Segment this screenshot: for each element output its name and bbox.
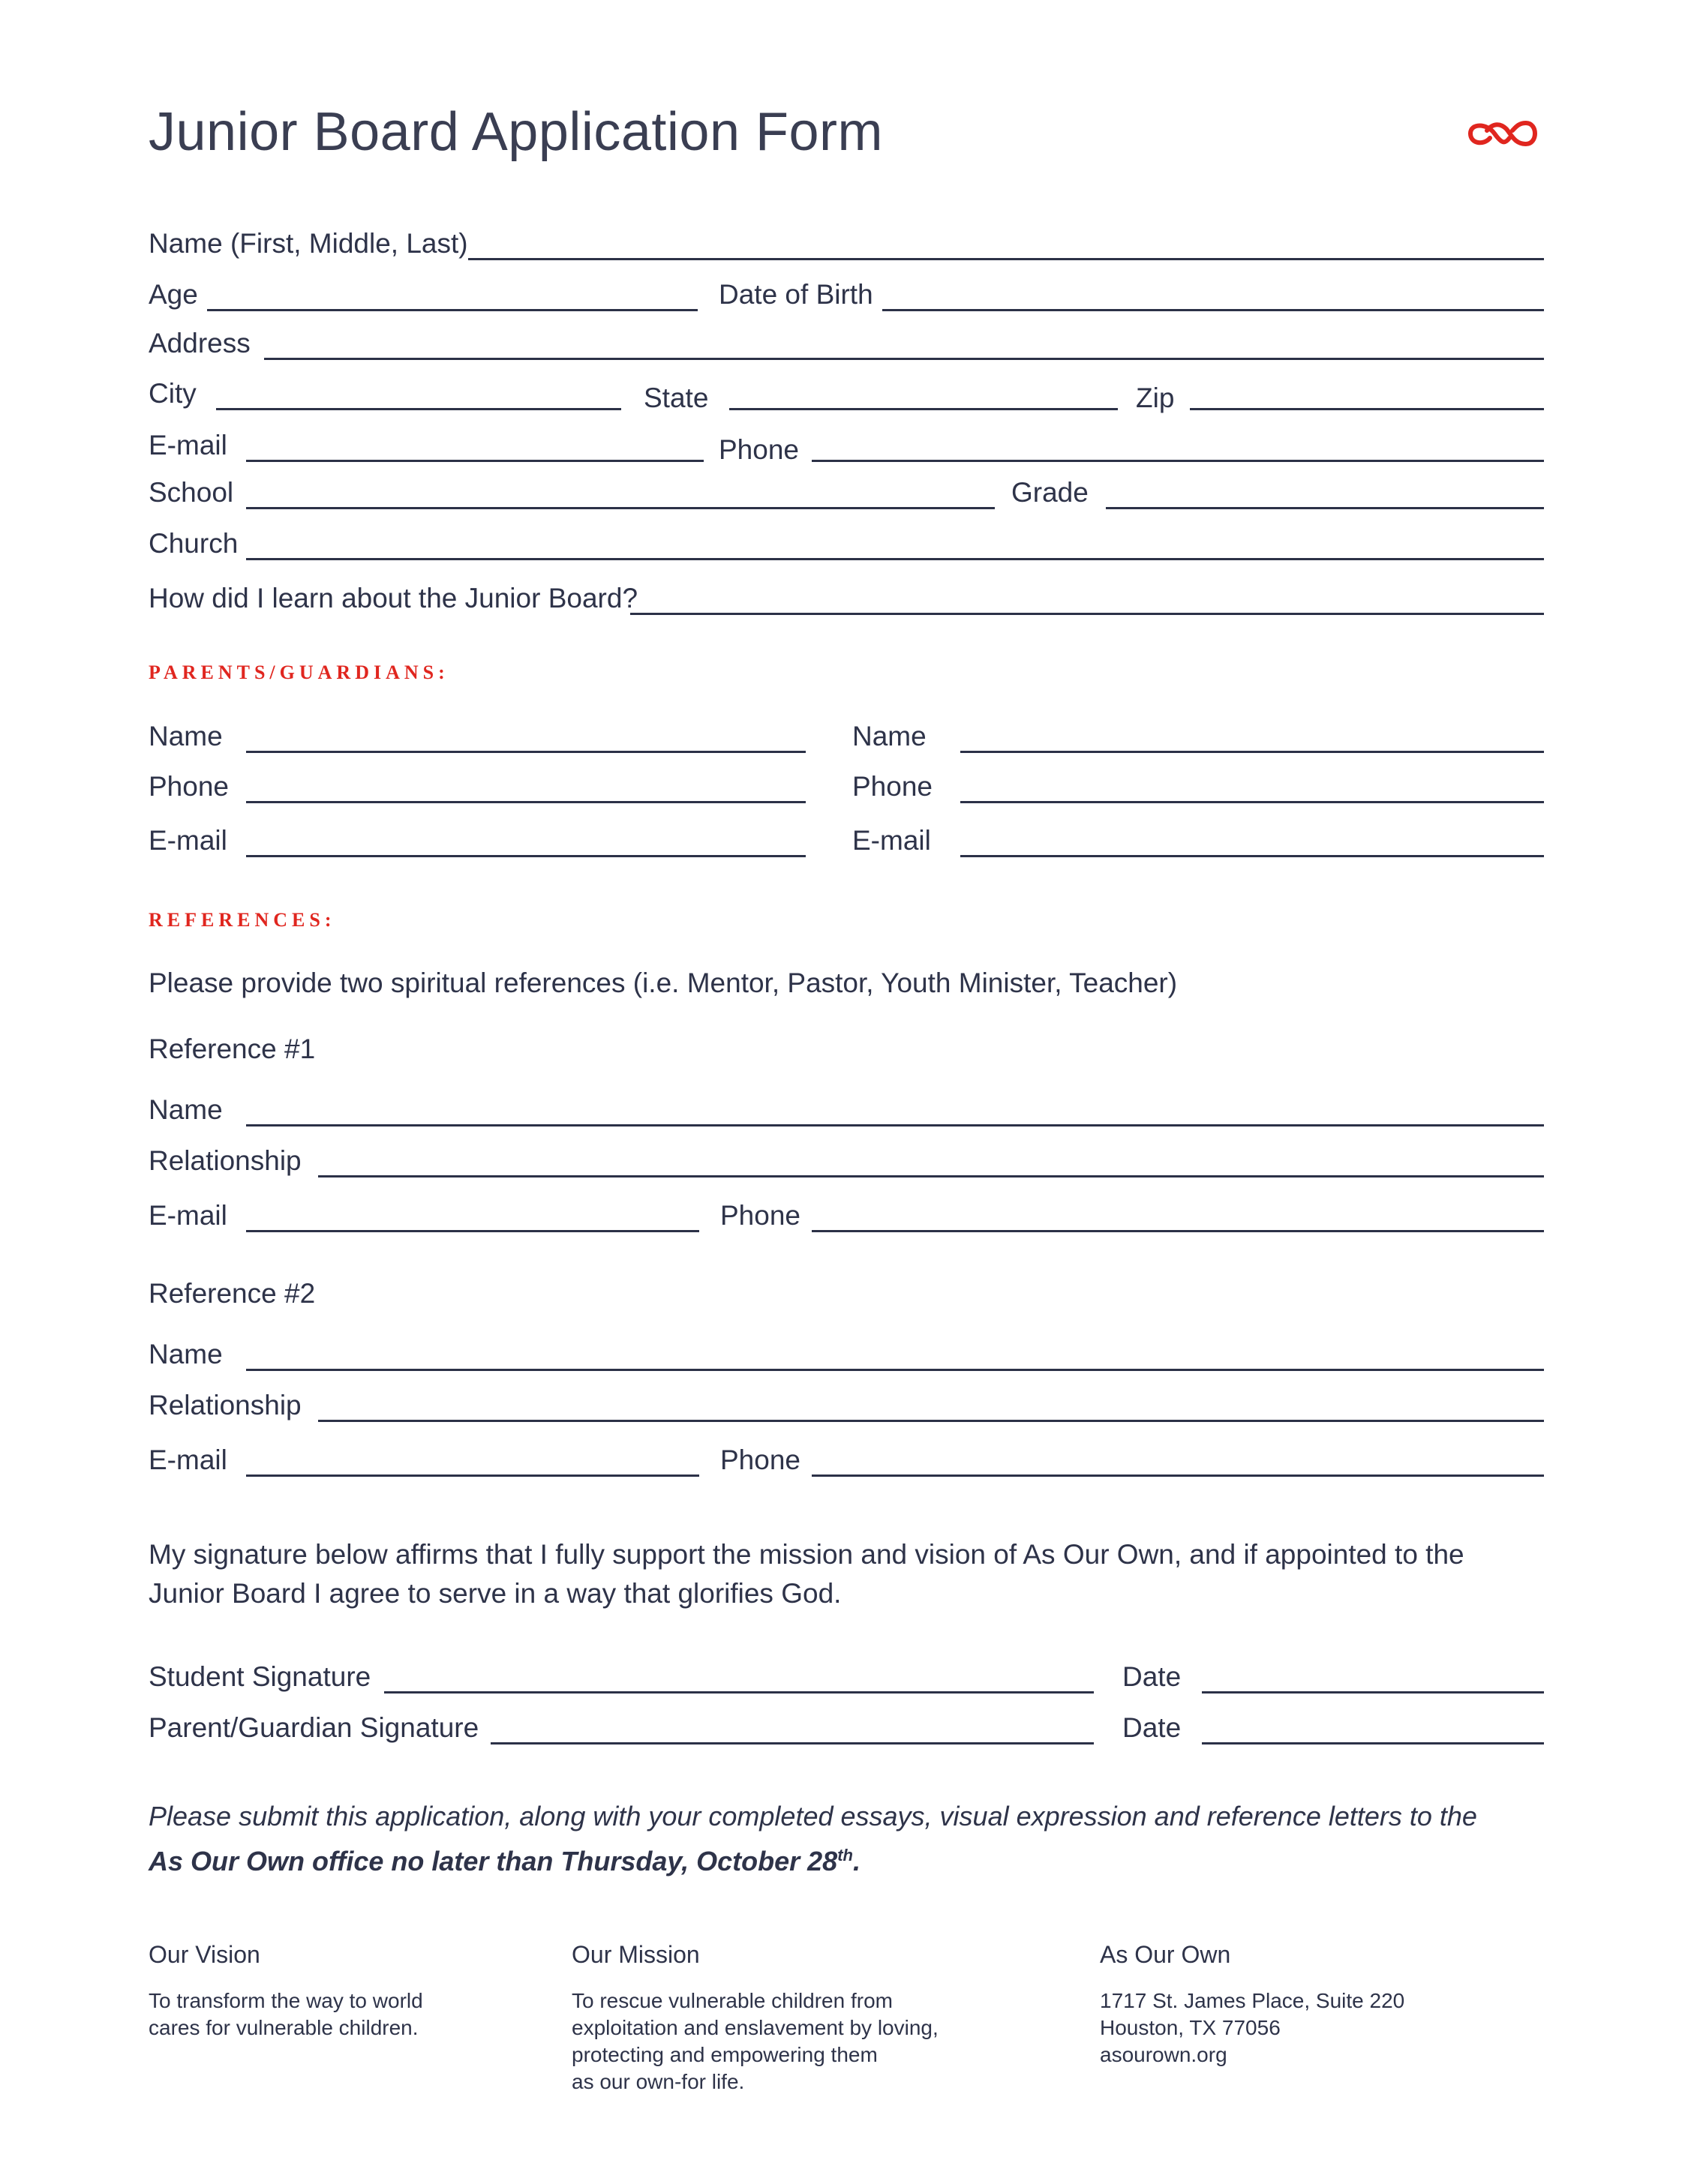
parent1-phone-field[interactable]: [246, 801, 806, 803]
grade-label: Grade: [1011, 477, 1089, 508]
parents-heading: PARENTS/GUARDIANS:: [149, 662, 449, 683]
parents-email-row: [149, 824, 1544, 862]
parent2-phone-field[interactable]: [960, 801, 1544, 803]
ref1-email-label: E-mail: [149, 1200, 227, 1231]
mission-line-1: To rescue vulnerable children from: [572, 1989, 893, 2012]
full-name-label: Name (First, Middle, Last): [149, 228, 468, 259]
ref1-phone-field[interactable]: [812, 1230, 1544, 1232]
ref1-relationship-label: Relationship: [149, 1145, 302, 1176]
parent1-name-field[interactable]: [246, 751, 806, 753]
state-field[interactable]: [729, 408, 1118, 410]
parent2-name-field[interactable]: [960, 751, 1544, 753]
reference-2-heading: Reference #2: [149, 1278, 316, 1309]
address-label: Address: [149, 328, 251, 358]
parent1-email-label: E-mail: [149, 825, 227, 856]
phone-field[interactable]: [812, 460, 1544, 462]
parent-signature-row: [149, 1712, 1544, 1749]
affirmation-line-2: Junior Board I agree to serve in a way that glorifies God.: [149, 1578, 842, 1609]
full-name-field[interactable]: [468, 258, 1544, 260]
state-label: State: [644, 382, 709, 413]
learn-field[interactable]: [630, 613, 1544, 615]
age-field[interactable]: [207, 309, 698, 311]
references-instructions: Please provide two spiritual references (i.e. Mentor, Pastor, Youth Minister, Teacher): [149, 968, 1178, 998]
phone-label: Phone: [719, 434, 799, 465]
mission-title: Our Mission: [572, 1941, 700, 1968]
ref2-email-phone-row: [149, 1444, 1544, 1481]
ref1-email-field[interactable]: [246, 1230, 699, 1232]
email-label: E-mail: [149, 430, 227, 460]
church-label: Church: [149, 528, 239, 559]
parent-signature-label: Parent/Guardian Signature: [149, 1712, 479, 1743]
ref2-phone-field[interactable]: [812, 1474, 1544, 1477]
grade-field[interactable]: [1106, 507, 1544, 509]
learn-row: [149, 582, 1544, 620]
ref1-email-phone-row: [149, 1199, 1544, 1237]
parent-date-label: Date: [1122, 1712, 1182, 1743]
church-row: [149, 527, 1544, 565]
email-field[interactable]: [246, 460, 704, 462]
student-date-field[interactable]: [1202, 1691, 1544, 1694]
parent1-name-label: Name: [149, 721, 223, 752]
city-label: City: [149, 378, 197, 409]
deadline-end: .: [852, 1846, 861, 1876]
age-dob-row: [149, 278, 1544, 316]
reference-1-heading: Reference #1: [149, 1034, 316, 1064]
ref1-name-field[interactable]: [246, 1124, 1544, 1126]
student-signature-row: [149, 1660, 1544, 1698]
org-website-link[interactable]: asourown.org: [1100, 2043, 1227, 2066]
ref2-name-field[interactable]: [246, 1369, 1544, 1371]
mission-line-2: exploitation and enslavement by loving,: [572, 2016, 939, 2039]
submission-deadline: As Our Own office no later than Thursday, October 28: [149, 1846, 838, 1876]
ref2-name-row: [149, 1338, 1544, 1376]
parent1-email-field[interactable]: [246, 855, 806, 857]
ref2-email-label: E-mail: [149, 1444, 227, 1475]
mission-line-3: protecting and empowering them: [572, 2043, 878, 2066]
org-title: As Our Own: [1100, 1941, 1231, 1968]
submission-note-line-1: Please submit this application, along with your completed essays, visual expression and reference letters to the: [149, 1801, 1477, 1832]
vision-title: Our Vision: [149, 1941, 260, 1968]
vision-line-2: cares for vulnerable children.: [149, 2016, 419, 2039]
school-label: School: [149, 477, 234, 508]
parent2-email-label: E-mail: [852, 825, 931, 856]
submission-note-line-2: [149, 1836, 861, 1881]
ref1-name-label: Name: [149, 1094, 223, 1125]
address-row: [149, 327, 1544, 364]
student-signature-field[interactable]: [384, 1691, 1094, 1694]
org-address-line-2: Houston, TX 77056: [1100, 2016, 1281, 2039]
school-grade-row: [149, 476, 1544, 514]
zip-label: Zip: [1136, 382, 1175, 413]
city-state-zip-row: [149, 377, 1544, 415]
zip-field[interactable]: [1190, 408, 1544, 410]
student-date-label: Date: [1122, 1661, 1182, 1692]
parent1-phone-label: Phone: [149, 771, 229, 802]
infinity-loop-icon: [1464, 114, 1542, 153]
age-label: Age: [149, 279, 198, 310]
ref2-name-label: Name: [149, 1339, 223, 1370]
ref1-relationship-field[interactable]: [318, 1175, 1544, 1178]
address-field[interactable]: [264, 358, 1544, 360]
org-address-line-1: 1717 St. James Place, Suite 220: [1100, 1989, 1405, 2012]
parents-name-row: [149, 720, 1544, 758]
ref2-relationship-label: Relationship: [149, 1390, 302, 1420]
parents-phone-row: [149, 770, 1544, 808]
vision-line-1: To transform the way to world: [149, 1989, 423, 2012]
parent2-email-field[interactable]: [960, 855, 1544, 857]
ref2-relationship-row: [149, 1389, 1544, 1426]
mission-line-4: as our own-for life.: [572, 2070, 745, 2093]
ref2-email-field[interactable]: [246, 1474, 699, 1477]
ref1-relationship-row: [149, 1144, 1544, 1182]
email-phone-row: [149, 429, 1544, 466]
references-heading: REFERENCES:: [149, 909, 336, 931]
page-title: Junior Board Application Form: [149, 102, 883, 162]
ref1-phone-label: Phone: [720, 1200, 800, 1231]
student-signature-label: Student Signature: [149, 1661, 371, 1692]
parent2-phone-label: Phone: [852, 771, 933, 802]
affirmation-line-1: My signature below affirms that I fully support the mission and vision of As Our Own, and if appointed to the: [149, 1539, 1464, 1570]
church-field[interactable]: [246, 558, 1544, 560]
dob-label: Date of Birth: [719, 279, 873, 310]
parent-date-field[interactable]: [1202, 1742, 1544, 1744]
name-row: [149, 227, 1544, 265]
learn-label: How did I learn about the Junior Board?: [149, 583, 638, 614]
deadline-suffix: th: [837, 1846, 853, 1864]
ref2-relationship-field[interactable]: [318, 1420, 1544, 1422]
city-field[interactable]: [216, 408, 621, 410]
ref1-name-row: [149, 1094, 1544, 1131]
parent2-name-label: Name: [852, 721, 927, 752]
parent-signature-field[interactable]: [491, 1742, 1094, 1744]
ref2-phone-label: Phone: [720, 1444, 800, 1475]
school-field[interactable]: [246, 507, 995, 509]
dob-field[interactable]: [882, 309, 1544, 311]
